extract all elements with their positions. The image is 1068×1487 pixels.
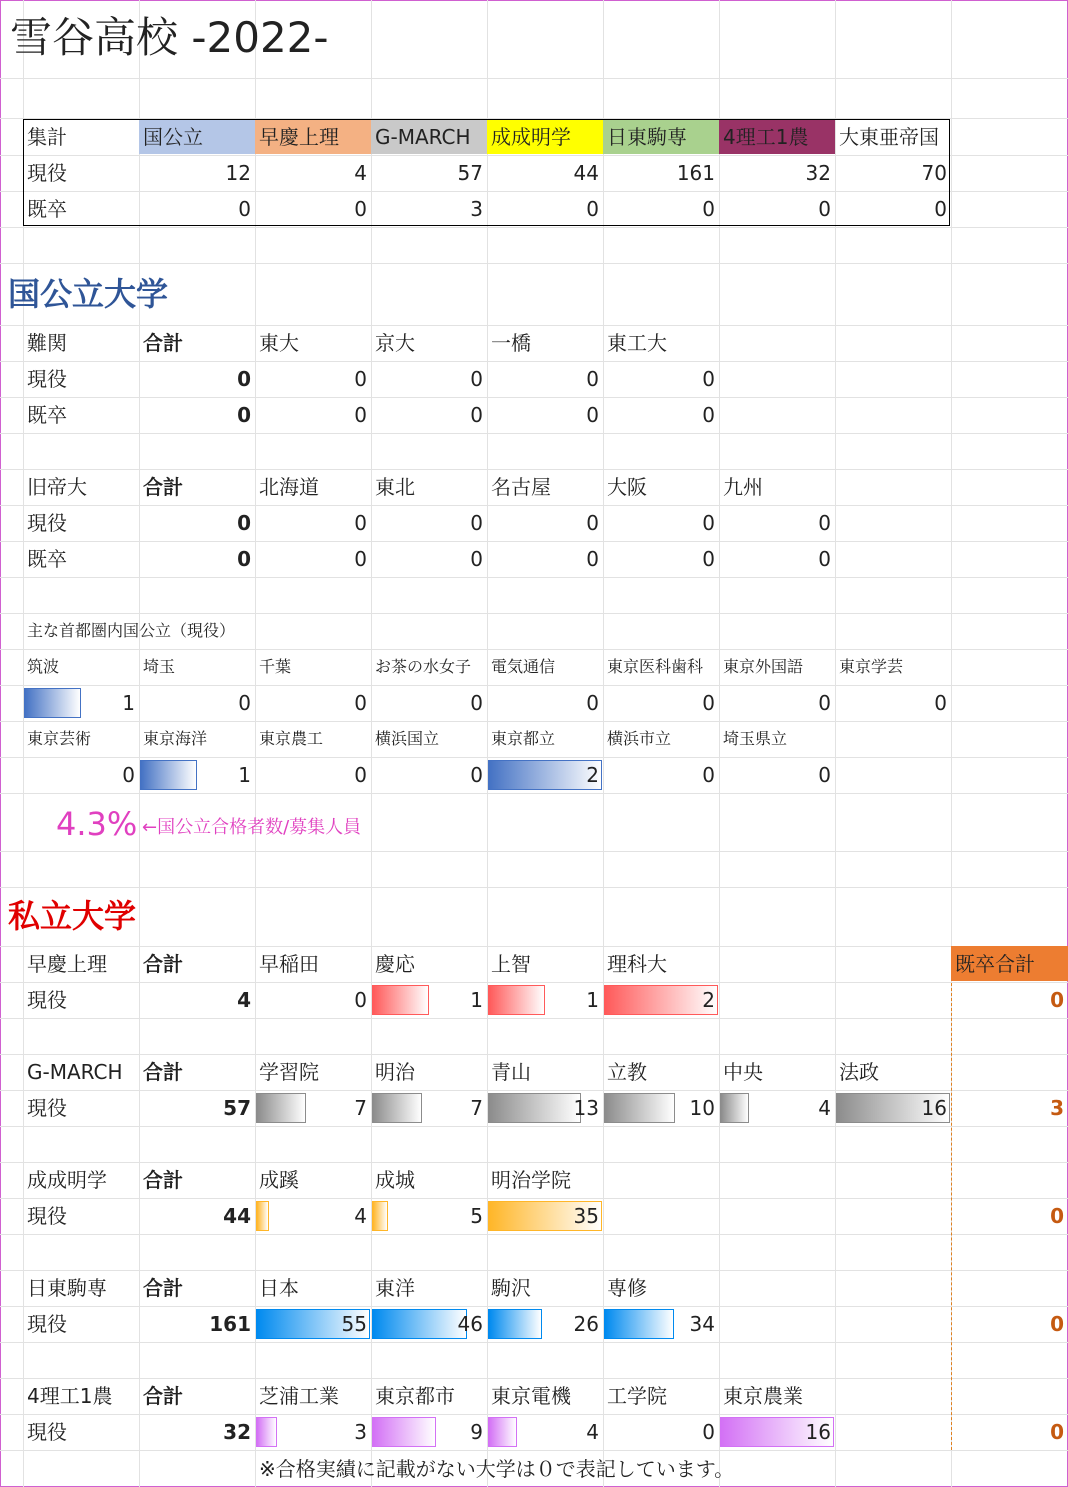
private-school-name[interactable]: 日本 <box>259 1276 299 1300</box>
imperial-value[interactable]: 0 <box>470 547 483 571</box>
private-value[interactable]: 7 <box>354 1096 367 1120</box>
private-value[interactable]: 0 <box>702 1420 715 1444</box>
grid-row-line <box>0 263 1068 264</box>
kisotsu-value[interactable]: 0 <box>1050 1420 1064 1444</box>
private-value[interactable]: 35 <box>573 1204 599 1228</box>
private-value[interactable]: 2 <box>702 988 715 1012</box>
metro-value[interactable]: 0 <box>702 691 715 715</box>
summary-value[interactable]: 32 <box>805 161 831 185</box>
private-row-label[interactable]: 現役 <box>27 1420 67 1444</box>
summary-value[interactable]: 0 <box>818 197 831 221</box>
summary-value[interactable]: 0 <box>238 197 251 221</box>
summary-value[interactable]: 161 <box>676 161 715 185</box>
difficult-value[interactable]: 0 <box>470 367 483 391</box>
grid-row-line <box>0 1126 1068 1127</box>
private-school-name[interactable]: 立教 <box>607 1060 647 1084</box>
private-group-name[interactable]: 4理工1農 <box>27 1384 113 1408</box>
difficult-total[interactable]: 0 <box>237 367 251 391</box>
imperial-header[interactable]: 旧帝大 <box>27 475 87 499</box>
metro-value[interactable]: 0 <box>354 691 367 715</box>
private-total-label[interactable]: 合計 <box>143 1060 183 1084</box>
summary-value[interactable]: 0 <box>586 197 599 221</box>
metro-title[interactable]: 主な首都圏内国公立（現役） <box>27 621 236 640</box>
metro-value[interactable]: 0 <box>354 763 367 787</box>
imperial-header[interactable]: 大阪 <box>607 475 647 499</box>
metro-school-name[interactable]: 千葉 <box>259 657 292 676</box>
kisotsu-value[interactable]: 3 <box>1050 1096 1064 1120</box>
metro-school-name[interactable]: 東京海洋 <box>143 729 208 748</box>
summary-row-label[interactable]: 既卒 <box>27 197 67 221</box>
private-value[interactable]: 10 <box>689 1096 715 1120</box>
summary-value[interactable]: 57 <box>457 161 483 185</box>
summary-header[interactable]: 日東駒専 <box>607 125 687 149</box>
imperial-value[interactable]: 0 <box>818 547 831 571</box>
private-school-name[interactable]: 工学院 <box>607 1384 667 1408</box>
grid-row-line <box>0 887 1068 888</box>
grid-row-line <box>0 1018 1068 1019</box>
kisotsu-value[interactable]: 0 <box>1050 988 1064 1012</box>
grid-row-line <box>0 78 1068 79</box>
private-total-label[interactable]: 合計 <box>143 952 183 976</box>
private-value[interactable]: 4 <box>354 1204 367 1228</box>
imperial-value[interactable]: 0 <box>702 547 715 571</box>
private-value[interactable]: 16 <box>805 1420 831 1444</box>
metro-school-name[interactable]: 埼玉 <box>143 657 176 676</box>
metro-value[interactable]: 1 <box>238 763 251 787</box>
private-school-name[interactable]: 上智 <box>491 952 531 976</box>
private-value[interactable]: 9 <box>470 1420 483 1444</box>
imperial-total[interactable]: 0 <box>237 511 251 535</box>
summary-header[interactable]: 集計 <box>27 125 67 149</box>
summary-header[interactable]: G-MARCH <box>375 125 471 149</box>
metro-value[interactable]: 1 <box>122 691 135 715</box>
metro-value[interactable]: 0 <box>122 763 135 787</box>
metro-school-name[interactable]: 横浜市立 <box>607 729 672 748</box>
difficult-row-label[interactable]: 現役 <box>27 367 67 391</box>
metro-school-name[interactable]: 東京医科歯科 <box>607 657 704 676</box>
private-value[interactable]: 4 <box>586 1420 599 1444</box>
summary-value[interactable]: 44 <box>573 161 599 185</box>
private-school-name[interactable]: 駒沢 <box>491 1276 531 1300</box>
summary-value[interactable]: 12 <box>225 161 251 185</box>
private-value[interactable]: 3 <box>354 1420 367 1444</box>
metro-school-name[interactable]: 東京芸術 <box>27 729 92 748</box>
private-school-name[interactable]: 中央 <box>723 1060 763 1084</box>
private-value[interactable]: 16 <box>921 1096 947 1120</box>
private-value[interactable]: 26 <box>573 1312 599 1336</box>
metro-value[interactable]: 0 <box>818 763 831 787</box>
national-ratio: 4.3% <box>56 805 138 843</box>
difficult-header[interactable]: 難関 <box>27 331 67 355</box>
private-school-name[interactable]: 東洋 <box>375 1276 415 1300</box>
summary-header[interactable]: 4理工1農 <box>723 125 809 149</box>
summary-value[interactable]: 3 <box>470 197 483 221</box>
metro-school-name[interactable]: 東京学芸 <box>839 657 904 676</box>
private-total-label[interactable]: 合計 <box>143 1168 183 1192</box>
summary-header[interactable]: 早慶上理 <box>259 125 339 149</box>
imperial-value[interactable]: 0 <box>586 547 599 571</box>
difficult-value[interactable]: 0 <box>702 367 715 391</box>
imperial-value[interactable]: 0 <box>586 511 599 535</box>
difficult-header[interactable]: 京大 <box>375 331 415 355</box>
difficult-total[interactable]: 0 <box>237 403 251 427</box>
private-value[interactable]: 1 <box>586 988 599 1012</box>
imperial-row-label[interactable]: 現役 <box>27 511 67 535</box>
footnote: ※合格実績に記載がない大学は０で表記しています。 <box>259 1457 735 1481</box>
difficult-header[interactable]: 東大 <box>259 331 299 355</box>
difficult-header[interactable]: 東工大 <box>607 331 667 355</box>
summary-header[interactable]: 国公立 <box>143 125 203 149</box>
difficult-value[interactable]: 0 <box>354 367 367 391</box>
private-school-name[interactable]: 理科大 <box>607 952 667 976</box>
private-value[interactable]: 55 <box>341 1312 367 1336</box>
private-school-name[interactable]: 専修 <box>607 1276 647 1300</box>
metro-value[interactable]: 0 <box>934 691 947 715</box>
private-heading: 私立大学 <box>8 897 137 935</box>
summary-header[interactable]: 大東亜帝国 <box>839 125 939 149</box>
private-school-name[interactable]: 成蹊 <box>259 1168 299 1192</box>
imperial-value[interactable]: 0 <box>470 511 483 535</box>
private-school-name[interactable]: 成城 <box>375 1168 415 1192</box>
private-row-label[interactable]: 現役 <box>27 1204 67 1228</box>
grid-row-line <box>0 227 1068 228</box>
imperial-header[interactable]: 合計 <box>143 475 183 499</box>
metro-value[interactable]: 2 <box>586 763 599 787</box>
private-school-name[interactable]: 早稲田 <box>259 952 319 976</box>
kisotsu-header[interactable]: 既卒合計 <box>955 952 1035 976</box>
metro-school-name[interactable]: 東京外国語 <box>723 657 804 676</box>
metro-school-name[interactable]: 横浜国立 <box>375 729 440 748</box>
private-school-name[interactable]: 青山 <box>491 1060 531 1084</box>
grid-row-line <box>0 793 1068 794</box>
private-total[interactable]: 161 <box>209 1312 251 1336</box>
private-value[interactable]: 7 <box>470 1096 483 1120</box>
summary-header[interactable]: 成成明学 <box>491 125 571 149</box>
private-school-name[interactable]: 慶応 <box>375 952 415 976</box>
private-school-name[interactable]: 明治 <box>375 1060 415 1084</box>
difficult-value[interactable]: 0 <box>470 403 483 427</box>
national-heading: 国公立大学 <box>8 275 169 313</box>
grid-row-line <box>0 851 1068 852</box>
imperial-value[interactable]: 0 <box>354 547 367 571</box>
metro-value[interactable]: 0 <box>470 691 483 715</box>
summary-value[interactable]: 70 <box>921 161 947 185</box>
kisotsu-value[interactable]: 0 <box>1050 1312 1064 1336</box>
imperial-header[interactable]: 九州 <box>723 475 763 499</box>
imperial-header[interactable]: 東北 <box>375 475 415 499</box>
private-row-label[interactable]: 現役 <box>27 1312 67 1336</box>
private-total[interactable]: 4 <box>237 988 251 1012</box>
metro-school-name[interactable]: 筑波 <box>27 657 60 676</box>
metro-school-name[interactable]: 東京都立 <box>491 729 556 748</box>
imperial-value[interactable]: 0 <box>354 511 367 535</box>
grid-row-line <box>0 433 1068 434</box>
private-total[interactable]: 57 <box>223 1096 251 1120</box>
private-value[interactable]: 34 <box>689 1312 715 1336</box>
private-school-name[interactable]: 東京農業 <box>723 1384 803 1408</box>
private-school-name[interactable]: 法政 <box>839 1060 879 1084</box>
private-school-name[interactable]: 明治学院 <box>491 1168 571 1192</box>
kisotsu-value[interactable]: 0 <box>1050 1204 1064 1228</box>
private-group-name[interactable]: 早慶上理 <box>27 952 107 976</box>
imperial-value[interactable]: 0 <box>818 511 831 535</box>
metro-school-name[interactable]: 東京農工 <box>259 729 324 748</box>
difficult-row-label[interactable]: 既卒 <box>27 403 67 427</box>
imperial-total[interactable]: 0 <box>237 547 251 571</box>
summary-value[interactable]: 0 <box>702 197 715 221</box>
private-row-label[interactable]: 現役 <box>27 988 67 1012</box>
summary-value[interactable]: 0 <box>934 197 947 221</box>
grid-row-line <box>0 577 1068 578</box>
grid-row-line <box>0 1342 1068 1343</box>
national-ratio-note: ←国公立合格者数/募集人員 <box>142 817 362 838</box>
difficult-value[interactable]: 0 <box>354 403 367 427</box>
difficult-header[interactable]: 合計 <box>143 331 183 355</box>
private-value[interactable]: 46 <box>457 1312 483 1336</box>
imperial-value[interactable]: 0 <box>702 511 715 535</box>
private-school-name[interactable]: 東京都市 <box>375 1384 455 1408</box>
summary-value[interactable]: 4 <box>354 161 367 185</box>
private-group-name[interactable]: G-MARCH <box>27 1060 123 1084</box>
private-value[interactable]: 13 <box>573 1096 599 1120</box>
private-value[interactable]: 0 <box>354 988 367 1012</box>
private-group-name[interactable]: 成成明学 <box>27 1168 107 1192</box>
private-school-name[interactable]: 芝浦工業 <box>259 1384 339 1408</box>
private-total-label[interactable]: 合計 <box>143 1276 183 1300</box>
difficult-value[interactable]: 0 <box>586 367 599 391</box>
difficult-value[interactable]: 0 <box>702 403 715 427</box>
metro-value[interactable]: 0 <box>238 691 251 715</box>
metro-value[interactable]: 0 <box>470 763 483 787</box>
grid-row-line <box>0 1234 1068 1235</box>
metro-school-name[interactable]: 電気通信 <box>491 657 556 676</box>
metro-value[interactable]: 0 <box>702 763 715 787</box>
metro-school-name[interactable]: お茶の水女子 <box>375 657 472 676</box>
page-title: 雪谷高校 -2022- <box>10 13 329 62</box>
private-school-name[interactable]: 東京電機 <box>491 1384 571 1408</box>
summary-value[interactable]: 0 <box>354 197 367 221</box>
private-school-name[interactable]: 学習院 <box>259 1060 319 1084</box>
summary-row-label[interactable]: 現役 <box>27 161 67 185</box>
metro-school-name[interactable]: 埼玉県立 <box>723 729 788 748</box>
private-total[interactable]: 44 <box>223 1204 251 1228</box>
imperial-header[interactable]: 名古屋 <box>491 475 551 499</box>
difficult-header[interactable]: 一橋 <box>491 331 531 355</box>
private-value[interactable]: 5 <box>470 1204 483 1228</box>
metro-value[interactable]: 0 <box>586 691 599 715</box>
difficult-value[interactable]: 0 <box>586 403 599 427</box>
imperial-row-label[interactable]: 既卒 <box>27 547 67 571</box>
imperial-header[interactable]: 北海道 <box>259 475 319 499</box>
private-row-label[interactable]: 現役 <box>27 1096 67 1120</box>
private-total[interactable]: 32 <box>223 1420 251 1444</box>
private-group-name[interactable]: 日東駒専 <box>27 1276 107 1300</box>
metro-value[interactable]: 0 <box>818 691 831 715</box>
private-value[interactable]: 1 <box>470 988 483 1012</box>
private-total-label[interactable]: 合計 <box>143 1384 183 1408</box>
private-value[interactable]: 4 <box>818 1096 831 1120</box>
